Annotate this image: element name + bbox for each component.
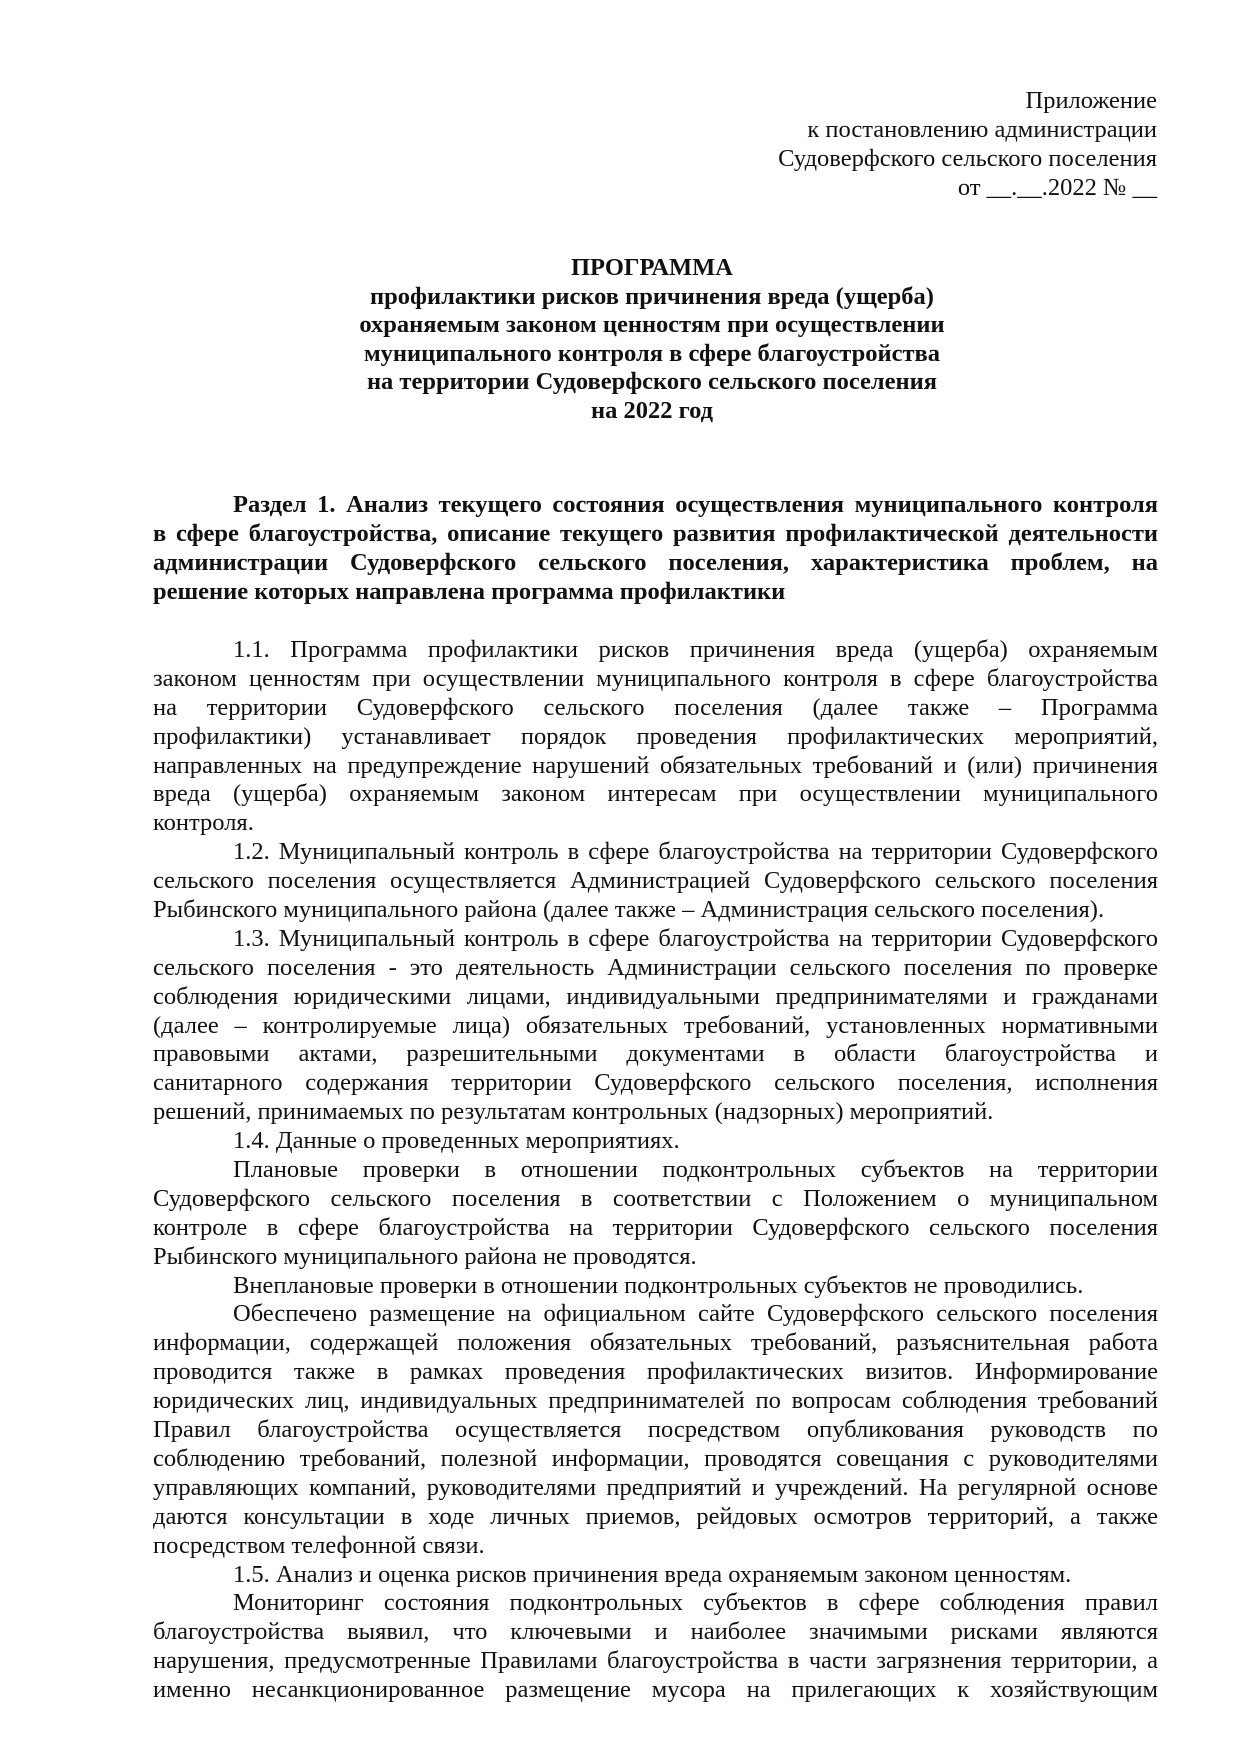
section-heading-line: администрации Судоверфского сельского поселения, характеристика проблем, на [153, 549, 1158, 576]
section-heading-line: Раздел 1. Анализ текущего состояния осуществления муниципального контроля [233, 491, 1158, 518]
paragraph-informing-line: юридических лиц, индивидуальных предпринимателей по вопросам соблюдения требований [153, 1387, 1158, 1415]
paragraph-1-5-heading: 1.5. Анализ и оценка рисков причинения вреда охраняемым законом ценностям. [233, 1560, 1072, 1588]
paragraph-planned-line: Рыбинского муниципального района не проводятся. [153, 1242, 697, 1270]
section-1-body [153, 636, 1158, 1705]
title-line: охраняемым законом ценностям при осуществлении [359, 311, 945, 338]
paragraph-1-3-line: 1.3. Муниципальный контроль в сфере благоустройства на территории Судоверфского [233, 924, 1158, 952]
paragraph-informing-line: управляющих компаний, руководителями предприятий и учреждений. На регулярной основе [153, 1473, 1158, 1501]
approval-date-line: от __.__.2022 № __ [957, 174, 1157, 201]
section-heading-line: решение которых направлена программа профилактики [153, 578, 786, 605]
paragraph-informing-line: Обеспечено размещение на официальном сайте Судоверфского сельского поселения [233, 1300, 1158, 1328]
paragraph-1-1-line: 1.1. Программа профилактики рисков причинения вреда (ущерба) охраняемым [233, 636, 1158, 663]
paragraph-1-3-line: решений, принимаемых по результатам контрольных (надзорных) мероприятий. [153, 1098, 994, 1126]
section-heading-line: в сфере благоустройства, описание текущего развития профилактической деятельности [153, 520, 1158, 547]
paragraph-1-3-line: сельского поселения - это деятельность Администрации сельского поселения по проверке [153, 953, 1158, 981]
paragraph-1-2-line: Рыбинского муниципального района (далее также – Администрация сельского поселения). [153, 896, 1105, 924]
section-1-heading [153, 490, 1158, 606]
approval-line: Приложение [1025, 87, 1157, 114]
paragraph-informing-line: даются консультации в ходе личных приемов, рейдовых осмотров территорий, а также [153, 1502, 1158, 1530]
paragraph-1-3-line: соблюдения юридическими лицами, индивидуальными предпринимателями и гражданами [153, 982, 1158, 1010]
title-line: профилактики рисков причинения вреда (ущерба) [370, 282, 934, 310]
paragraph-1-2-line: сельского поселения осуществляется Администрацией Судоверфского сельского поселения [153, 867, 1158, 895]
paragraph-informing-line: Правил благоустройства осуществляется посредством опубликования руководств по [153, 1416, 1158, 1444]
paragraph-1-3-line: правовыми актами, разрешительными документами в области благоустройства и [153, 1040, 1158, 1068]
paragraph-1-1-line: контроля. [153, 809, 254, 837]
paragraph-1-1-line: законом ценностям при осуществлении муниципального контроля в сфере благоустройства [153, 664, 1158, 692]
paragraph-1-2-line: 1.2. Муниципальный контроль в сфере благоустройства на территории Судоверфского [233, 838, 1158, 866]
paragraph-planned-line: контроле в сфере благоустройства на территории Судоверфского сельского поселения [153, 1213, 1158, 1241]
paragraph-informing-line: информации, содержащей положения обязательных требований, разъяснительная работа [153, 1329, 1158, 1357]
title-line: на 2022 год [590, 396, 714, 424]
approval-line: к постановлению администрации [807, 116, 1157, 143]
paragraph-informing-line: посредством телефонной связи. [153, 1531, 485, 1559]
title-line: муниципального контроля в сфере благоустройства [363, 339, 941, 367]
paragraph-1-1-line: профилактики) устанавливает порядок проведения профилактических мероприятий, [153, 722, 1158, 750]
approval-line: Судоверфского сельского поселения [778, 145, 1157, 172]
document-title [150, 254, 1154, 425]
approval-stamp [557, 86, 1157, 202]
paragraph-1-1-line: вреда (ущерба) охраняемым законом интересам при осуществлении муниципального [153, 780, 1158, 808]
title-heading: ПРОГРАММА [571, 254, 733, 281]
paragraph-monitoring-line: нарушения, предусмотренные Правилами благоустройства в части загрязнения территории, а [153, 1647, 1158, 1675]
paragraph-planned-line: Судоверфского сельского поселения в соответствии с Положением о муниципальном [153, 1184, 1158, 1212]
paragraph-1-1-line: направленных на предупреждение нарушений обязательных требований и (или) причинения [153, 751, 1158, 779]
paragraph-1-1-line: на территории Судоверфского сельского поселения (далее также – Программа [153, 693, 1158, 721]
title-line: на территории Судоверфского сельского поселения [366, 368, 938, 395]
paragraph-unplanned-line: Внеплановые проверки в отношении подконтрольных субъектов не проводились. [233, 1271, 1084, 1299]
paragraph-monitoring-line: именно несанкционированное размещение мусора на прилегающих к хозяйствующим [153, 1676, 1158, 1704]
paragraph-informing-line: соблюдению требований, полезной информации, проводятся совещания с руководителями [153, 1444, 1158, 1472]
paragraph-1-3-line: (далее – контролируемые лица) обязательных требований, установленных нормативными [153, 1011, 1158, 1039]
paragraph-1-4-heading: 1.4. Данные о проведенных мероприятиях. [233, 1127, 680, 1155]
paragraph-1-3-line: санитарного содержания территории Судоверфского сельского поселения, исполнения [153, 1069, 1158, 1097]
paragraph-monitoring-line: благоустройства выявил, что ключевыми и наиболее значимыми рисками являются [153, 1618, 1158, 1646]
paragraph-planned-line: Плановые проверки в отношении подконтрольных субъектов на территории [233, 1156, 1158, 1184]
paragraph-monitoring-line: Мониторинг состояния подконтрольных субъектов в сфере соблюдения правил [233, 1589, 1158, 1617]
paragraph-informing-line: проводится также в рамках проведения профилактических визитов. Информирование [153, 1358, 1158, 1386]
